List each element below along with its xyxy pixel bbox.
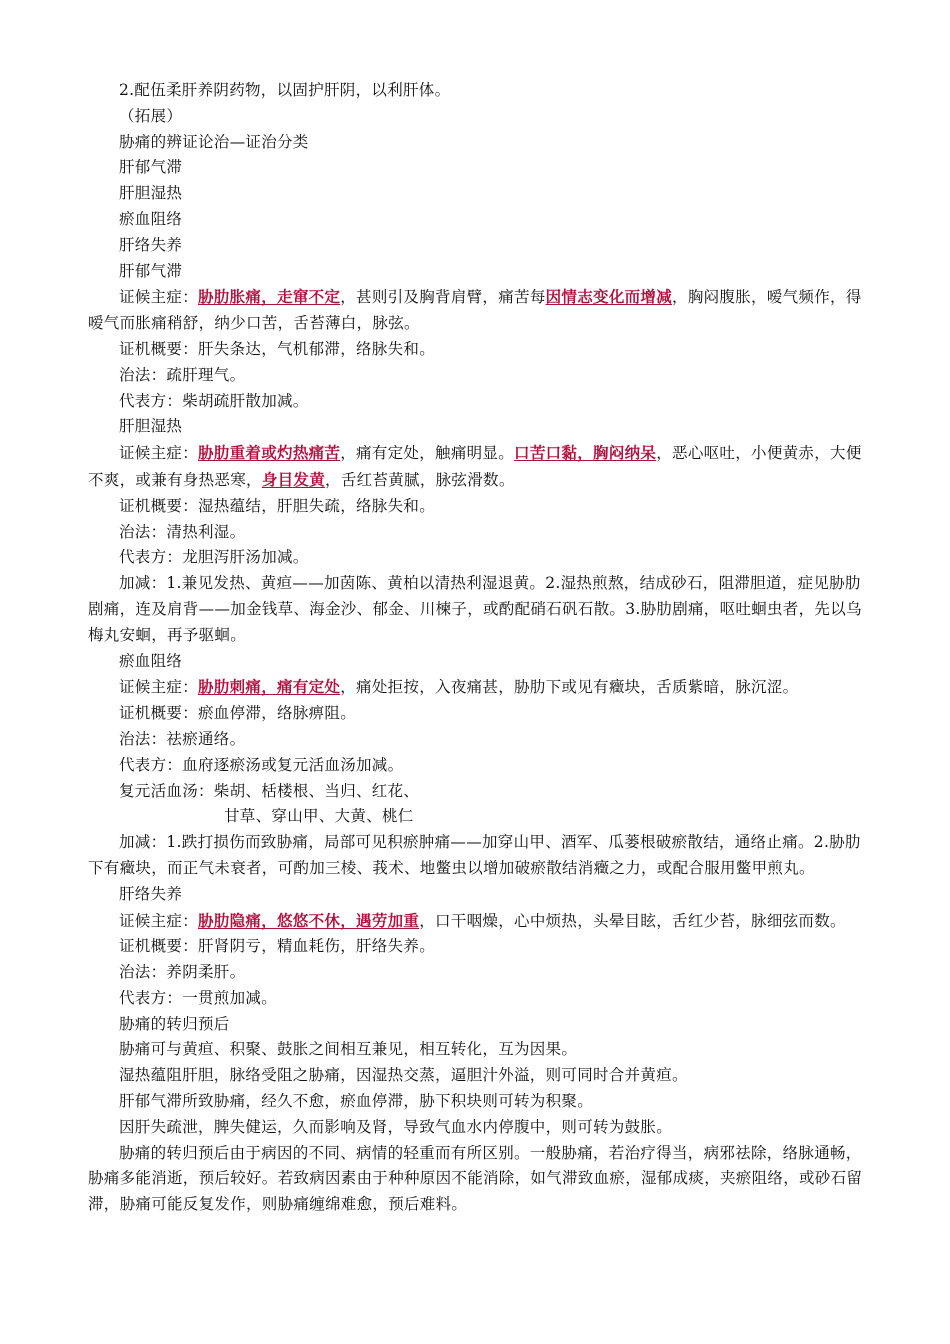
paragraph (88, 494, 868, 520)
document-body (88, 78, 868, 1218)
paragraph (88, 363, 868, 389)
text-run: 肝胆湿热 (119, 417, 183, 436)
text-run: 治法：疏肝理气。 (119, 365, 246, 384)
text-run: 湿热蕴阻肝胆，脉络受阻之胁痛，因湿热交蒸，逼胆汁外溢，则可同时合并黄疸。 (119, 1066, 688, 1085)
text-run: 证候主症： (119, 444, 199, 463)
text-run: 复元活血汤：柴胡、栝楼根、当归、红花、 (119, 781, 420, 800)
highlighted-phrase: 因情志变化而增减 (545, 287, 673, 307)
paragraph (88, 1141, 868, 1218)
paragraph (88, 337, 868, 363)
text-run: 证候主症： (119, 288, 199, 307)
text-run: ，痛处拒按，入夜痛甚，胁肋下或见有癥块，舌质紫暗，脉沉涩。 (340, 678, 799, 697)
text-run: 证机概要：湿热蕴结，肝胆失疏，络脉失和。 (119, 496, 436, 515)
text-run: 因肝失疏泄，脾失健运，久而影响及肾，导致气血水内停腹中，则可转为鼓胀。 (119, 1117, 673, 1136)
highlighted-phrase: 口苦口黏，胸闷纳呆 (514, 443, 657, 463)
paragraph (88, 155, 868, 181)
text-run: 代表方：血府逐瘀汤或复元活血汤加减。 (119, 755, 404, 774)
text-run: 瘀血阻络 (119, 651, 183, 670)
text-run: ，胸闷腹胀，嗳气频作，得嗳气而胀痛稍舒，纳少口苦，舌苔薄白，脉弦。 (88, 288, 862, 333)
paragraph (88, 284, 868, 337)
paragraph (88, 1089, 868, 1115)
paragraph (88, 649, 868, 675)
paragraph (88, 830, 868, 882)
paragraph (88, 882, 868, 908)
text-run: ，口干咽燥，心中烦热，头晕目眩，舌红少苔，脉细弦而数。 (419, 911, 846, 930)
text-run: 证机概要：肝肾阴亏，精血耗伤，肝络失养。 (119, 937, 436, 956)
paragraph (88, 1037, 868, 1063)
paragraph (88, 986, 868, 1012)
text-run: 代表方：一贯煎加减。 (119, 988, 278, 1007)
highlighted-phrase: 身目发黄 (261, 469, 326, 489)
text-run: 加减：1.兼见发热、黄疸——加茵陈、黄柏以清热利湿退黄。2.湿热煎熬，结成砂石，阻滞胆道，症见胁肋剧痛，连及肩背——加金钱草、海金沙、郁金、川楝子，或酌配硝石矾石散。3.胁肋剧痛，呕吐蛔虫者，先以乌梅丸安蛔，再予驱蛔。 (88, 574, 862, 644)
paragraph (88, 259, 868, 285)
text-run: 肝郁气滞 (119, 261, 183, 280)
text-run: 胁痛的转归预后 (119, 1014, 230, 1033)
paragraph (88, 414, 868, 440)
paragraph (88, 440, 868, 494)
paragraph (88, 934, 868, 960)
text-run: 治法：祛瘀通络。 (119, 729, 246, 748)
text-run: 证机概要：瘀血停滞，络脉痹阻。 (119, 704, 357, 723)
paragraph (88, 78, 868, 104)
text-run: 胁痛的转归预后由于病因的不同、病情的轻重而有所区别。一般胁痛，若治疗得当，病邪祛除，络脉通畅，胁痛多能消逝，预后较好。若致病因素由于种种原因不能消除，如气滞致血瘀，湿郁成痰，夹瘀阻络，或砂石留滞，胁痛可能反复发作，则胁痛缠绵难愈，预后难料。 (88, 1143, 863, 1214)
paragraph (88, 779, 868, 805)
paragraph (88, 1115, 868, 1141)
text-run: （拓展） (119, 106, 183, 125)
paragraph (88, 804, 868, 830)
paragraph (88, 207, 868, 233)
paragraph (88, 545, 868, 571)
text-run: 证候主症： (119, 911, 199, 930)
text-run: ，恶心呕吐，小便黄赤，大便不爽，或兼有身热恶寒， (88, 444, 862, 489)
paragraph (88, 960, 868, 986)
text-run: 瘀血阻络 (119, 209, 183, 228)
paragraph (88, 753, 868, 779)
paragraph (88, 520, 868, 546)
paragraph (88, 389, 868, 415)
paragraph (88, 104, 868, 130)
paragraph (88, 727, 868, 753)
text-run: 肝络失养 (119, 884, 183, 903)
highlighted-phrase: 胁肋刺痛，痛有定处 (198, 677, 341, 697)
text-run: 治法：清热利湿。 (119, 522, 246, 541)
highlighted-phrase: 胁肋重着或灼热痛苦 (198, 443, 341, 463)
text-run: 肝胆湿热 (119, 184, 183, 203)
text-run: 甘草、穿山甲、大黄、桃仁 (224, 807, 414, 826)
text-run: 胁痛的辨证论治—证治分类 (119, 132, 309, 151)
text-run: 证机概要：肝失条达，气机郁滞，络脉失和。 (119, 339, 436, 358)
text-run: 胁痛可与黄疸、积聚、鼓胀之间相互兼见，相互转化，互为因果。 (119, 1040, 578, 1059)
text-run: 代表方：龙胆泻肝汤加减。 (119, 548, 309, 567)
paragraph (88, 701, 868, 727)
text-run: 加减：1.跌打损伤而致胁痛，局部可见积瘀肿痛——加穿山甲、酒军、瓜蒌根破瘀散结，通络止痛。2.胁肋下有癥块，而正气未衰者，可酌加三棱、莪术、地鳖虫以增加破瘀散结消癥之力，或配合服用鳖甲煎丸。 (88, 833, 861, 877)
text-run: 肝郁气滞所致胁痛，经久不愈，瘀血停滞，胁下积块则可转为积聚。 (119, 1092, 594, 1111)
paragraph (88, 674, 868, 701)
text-run: 2.配伍柔肝养阴药物，以固护肝阴，以利肝体。 (119, 81, 451, 99)
highlighted-phrase: 胁肋隐痛，悠悠不休，遇劳加重 (198, 910, 420, 930)
text-run: 肝郁气滞 (119, 158, 183, 177)
paragraph (88, 1012, 868, 1038)
text-run: 代表方：柴胡疏肝散加减。 (119, 391, 309, 410)
text-run: 证候主症： (119, 678, 199, 697)
paragraph (88, 233, 868, 259)
paragraph (88, 1063, 868, 1089)
paragraph (88, 130, 868, 156)
paragraph (88, 181, 868, 207)
paragraph (88, 908, 868, 935)
text-run: ，痛有定处，触痛明显。 (340, 444, 515, 463)
highlighted-phrase: 胁肋胀痛，走窜不定 (198, 287, 341, 307)
paragraph (88, 571, 868, 648)
text-run: ，甚则引及胸背肩臂，痛苦每 (340, 288, 546, 307)
text-run: 治法：养阴柔肝。 (119, 963, 246, 982)
text-run: ，舌红苔黄腻，脉弦滑数。 (325, 470, 515, 489)
text-run: 肝络失养 (119, 235, 183, 254)
